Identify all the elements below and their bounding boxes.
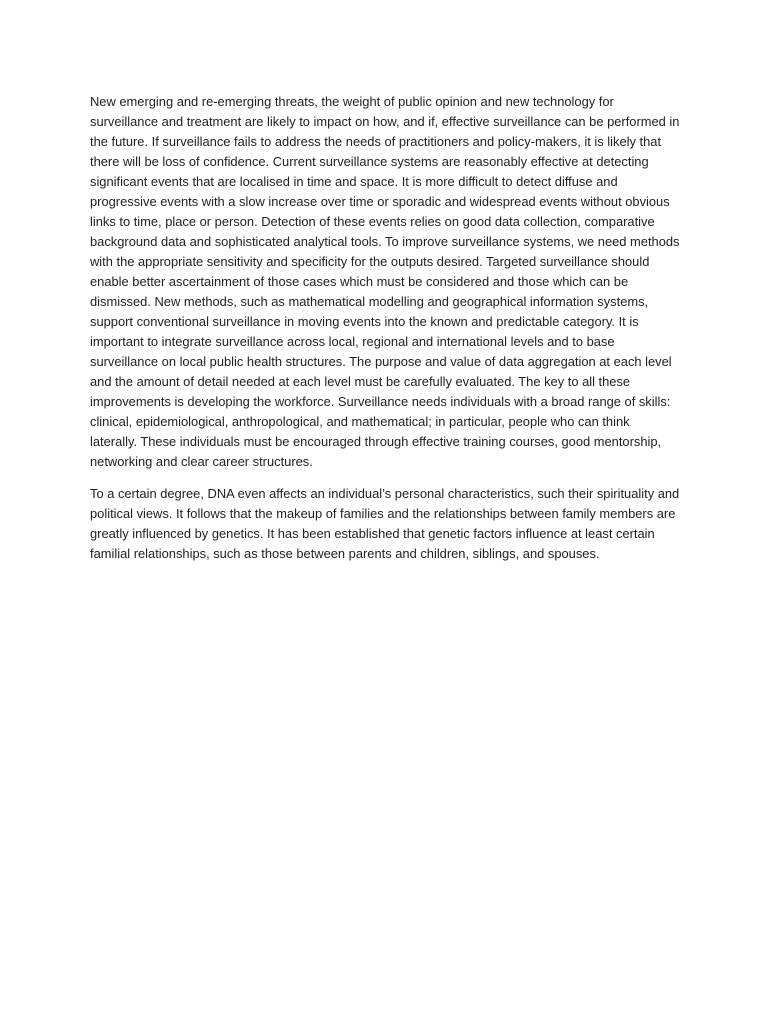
paragraph-genetics: To a certain degree, DNA even affects an individual’s personal characteristics, such their spirituality and political views. It follows that the makeup of families and the relationships between family members are greatly influenced by genetics. It has been established that genetic factors influence at least certain familial relationships, such as those between parents and children, siblings, and spouses. [90,486,680,561]
paragraph-surveillance: New emerging and re-emerging threats, the weight of public opinion and new technology for surveillance and treatment are likely to impact on how, and if, effective surveillance can be performed in the future. If surveillance fails to address the needs of practitioners and policy-makers, it is likely that there will be loss of confidence. Current surveillance systems are reasonably effective at detecting significant events that are localised in time and space. It is more difficult to detect diffuse and progressive events with a slow increase over time or sporadic and widespread events without obvious links to time, place or person. Detection of these events relies on good data collection, comparative background data and sophisticated analytical tools. To improve surveillance systems, we need methods with the appropriate sensitivity and specificity for the outputs desired. Targeted surveillance should enable better ascertainment of those cases which must be considered and those which can be dismissed. New methods, such as mathematical modelling and geographical information systems, support conventional surveillance in moving events into the known and predictable category. It is important to integrate surveillance across local, regional and international levels and to base surveillance on local public health structures. The purpose and value of data aggregation at each level and the amount of detail needed at each level must be carefully evaluated. The key to all these improvements is developing the workforce. Surveillance needs individuals with a broad range of skills: clinical, epidemiological, anthropological, and mathematical; in particular, people who can think laterally. These individuals must be encouraged through effective training courses, good mentorship, networking and clear career structures. [90,94,680,469]
document-body [90,92,680,576]
